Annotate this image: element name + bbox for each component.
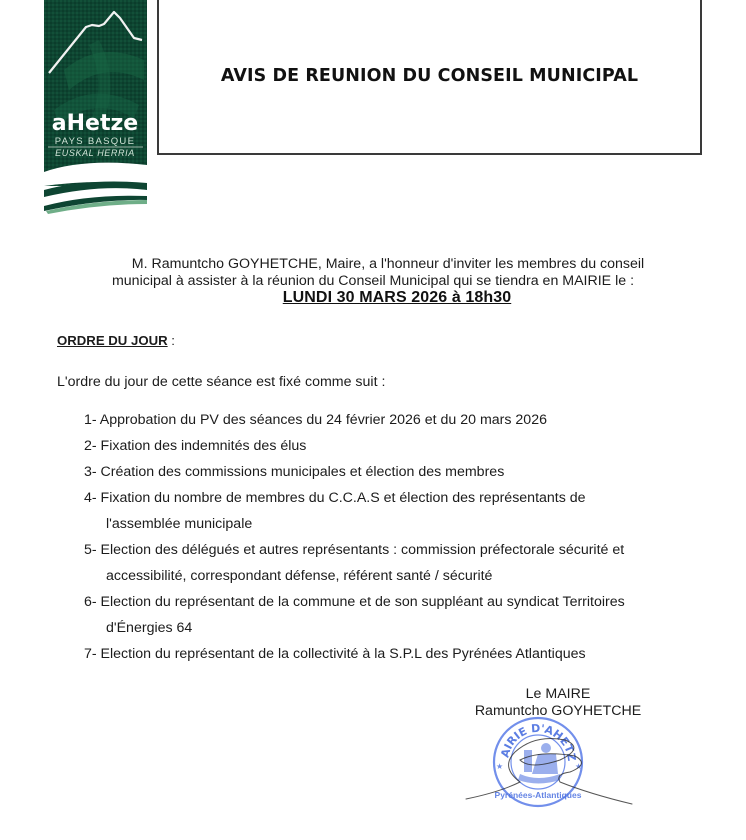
logo-line2: EUSKAL HERRIA [55,148,135,158]
stamp-graphic [460,712,660,822]
meeting-date [0,289,746,307]
agenda-item-text: 3- Création des commissions municipales et élection des membres [84,464,505,480]
svg-text:★: ★ [496,762,504,771]
agenda-item-continuation: l'assemblée municipale [106,516,253,532]
intro-line-1: M. Ramuntcho GOYHETCHE, Maire, a l'honneur d'inviter les membres du conseil [131,256,645,272]
agenda-item [84,433,704,459]
agenda-item-text: 2- Fixation des indemnités des élus [84,438,307,454]
agenda-item-text: 1- Approbation du PV des séances du 24 février 2026 et du 20 mars 2026 [84,412,547,428]
logo-background [44,0,147,186]
title-box [157,0,702,155]
agenda-lead: L'ordre du jour de cette séance est fixé comme suit : [57,374,386,390]
logo-graphic [44,0,147,215]
logo-line1: PAYS BASQUE [54,136,136,147]
agenda-item-text: 6- Election du représentant de la commune et de son suppléant au syndicat Territoires [84,594,625,610]
agenda-item [84,589,704,641]
agenda-item-continuation: accessibilité, correspondant défense, référent santé / sécurité [106,568,493,584]
stamp-top-text: AIRIE D'AHETZ [498,721,579,763]
agenda-list [84,407,704,667]
agenda-heading-label: ORDRE DU JOUR [57,333,168,348]
agenda-item [84,459,704,485]
signature-name: Ramuntcho GOYHETCHE [474,703,642,719]
agenda-item [84,537,704,589]
signature-role: Le MAIRE [525,686,591,702]
logo-brand-text: aHetze [51,111,139,136]
stamp-bottom-text: Pyrénées-Atlantiques [494,790,582,800]
agenda-item-text: 5- Election des délégués et autres représentants : commission préfectorale sécurité et [84,542,625,558]
svg-text:★: ★ [575,762,583,771]
agenda-item-text: 4- Fixation du nombre de membres du C.C.A.S et élection des représentants de [84,490,586,506]
agenda-item [84,407,704,433]
agenda-heading-colon: : [167,333,175,348]
document-title: AVIS DE REUNION DU CONSEIL MUNICIPAL [220,65,639,86]
agenda-item-text: 7- Election du représentant de la collectivité à la S.P.L des Pyrénées Atlantiques [84,646,586,662]
agenda-item [84,485,704,537]
ahetze-logo [44,0,147,215]
agenda-item-continuation: d'Énergies 64 [106,620,193,636]
agenda-item [84,641,704,667]
agenda-heading [57,333,175,348]
official-stamp [460,712,660,822]
intro-paragraph [60,256,686,290]
intro-line-2: municipal à assister à la réunion du Conseil Municipal qui se tiendra en MAIRIE le : [111,273,635,289]
meeting-date-text: LUNDI 30 MARS 2026 à 18h30 [282,289,512,306]
